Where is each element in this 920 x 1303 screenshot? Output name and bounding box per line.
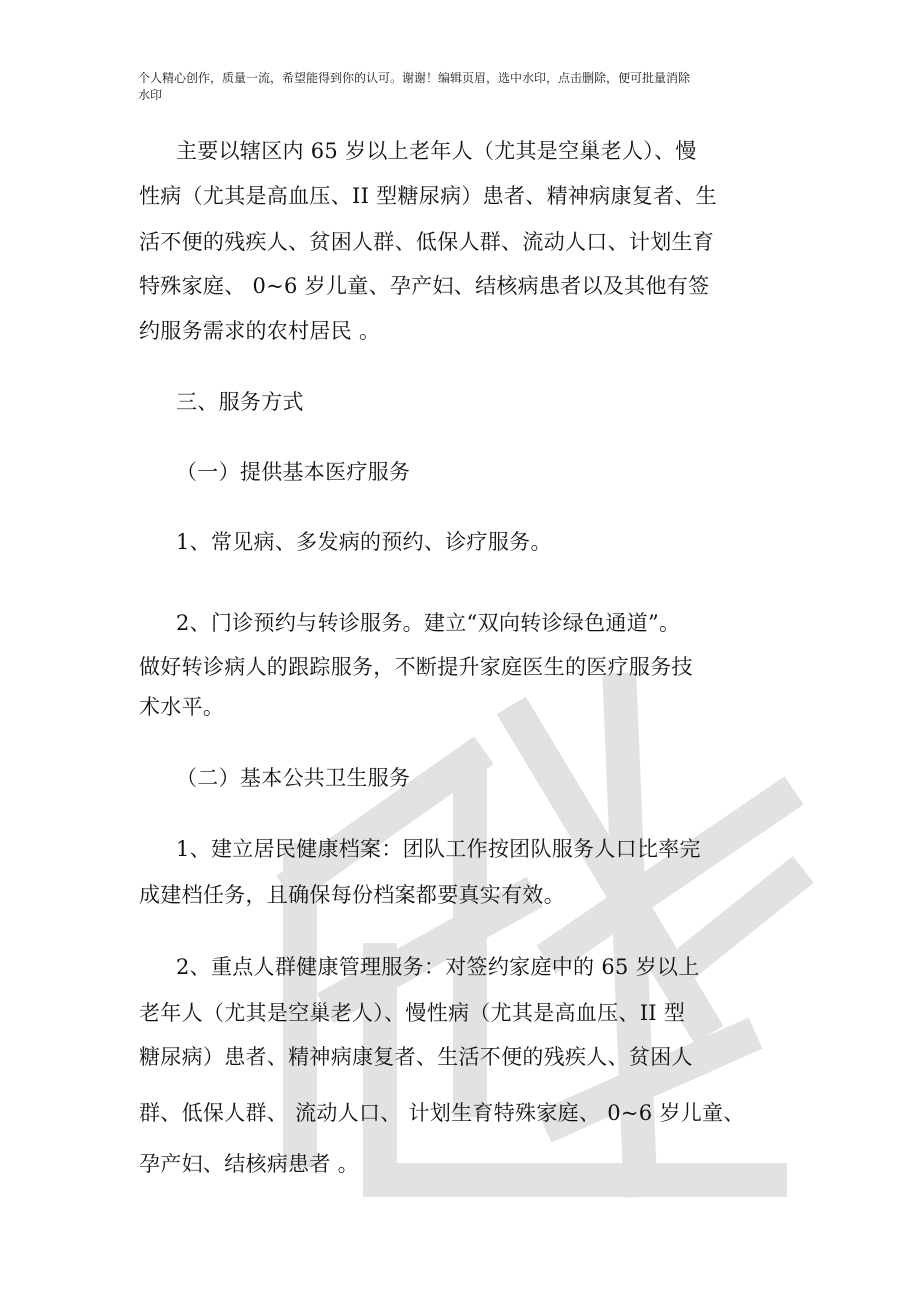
body-line: 主要以辖区内 65 岁以上老年人（尤其是空巢老人）、慢: [176, 139, 697, 163]
body-line: 2、门诊预约与转诊服务。建立“双向转诊绿色通道”。: [176, 611, 681, 635]
page-header: [138, 70, 758, 104]
subsection-heading: （一）提供基本医疗服务: [176, 460, 411, 484]
body-line: 2、重点人群健康管理服务：对签约家庭中的 65 岁以上: [176, 955, 700, 979]
body-line: 糖尿病）患者、精神病康复者、生活不便的残疾人、贫困人: [139, 1045, 693, 1069]
body-line: 活不便的残疾人、贫困人群、低保人群、流动人口、计划生育: [139, 230, 715, 254]
body-line: 约服务需求的农村居民 。: [139, 319, 381, 343]
section-heading: 三、服务方式: [176, 390, 304, 414]
body-line: 1、常见病、多发病的预约、诊疗服务。: [176, 530, 552, 554]
body-line: 群、低保人群、 流动人口、 计划生育特殊家庭、 0~6 岁儿童、: [139, 1101, 745, 1125]
body-line: 孕产妇、结核病患者 。: [139, 1152, 359, 1176]
subsection-heading: （二）基本公共卫生服务: [176, 766, 411, 790]
body-line: 1、建立居民健康档案：团队工作按团队服务人口比率完: [176, 837, 701, 861]
body-line: 老年人（尤其是空巢老人）、慢性病（尤其是高血压、II 型: [139, 1001, 686, 1025]
header-line-2: 水印: [138, 88, 163, 102]
header-line-1: 个人精心创作，质量一流，希望能得到你的认可。谢谢！编辑页眉，选中水印，点击删除，便可批量消除: [138, 71, 691, 85]
body-line: 性病（尤其是高血压、II 型糖尿病）患者、精神病康复者、生: [139, 184, 717, 208]
body-line: 特殊家庭、 0~6 岁儿童、孕产妇、结核病患者以及其他有签: [139, 274, 710, 298]
body-line: 术水平。: [139, 695, 225, 719]
body-line: 做好转诊病人的跟踪服务，不断提升家庭医生的医疗服务技: [139, 655, 693, 679]
body-line: 成建档任务，且确保每份档案都要真实有效。: [139, 883, 565, 907]
